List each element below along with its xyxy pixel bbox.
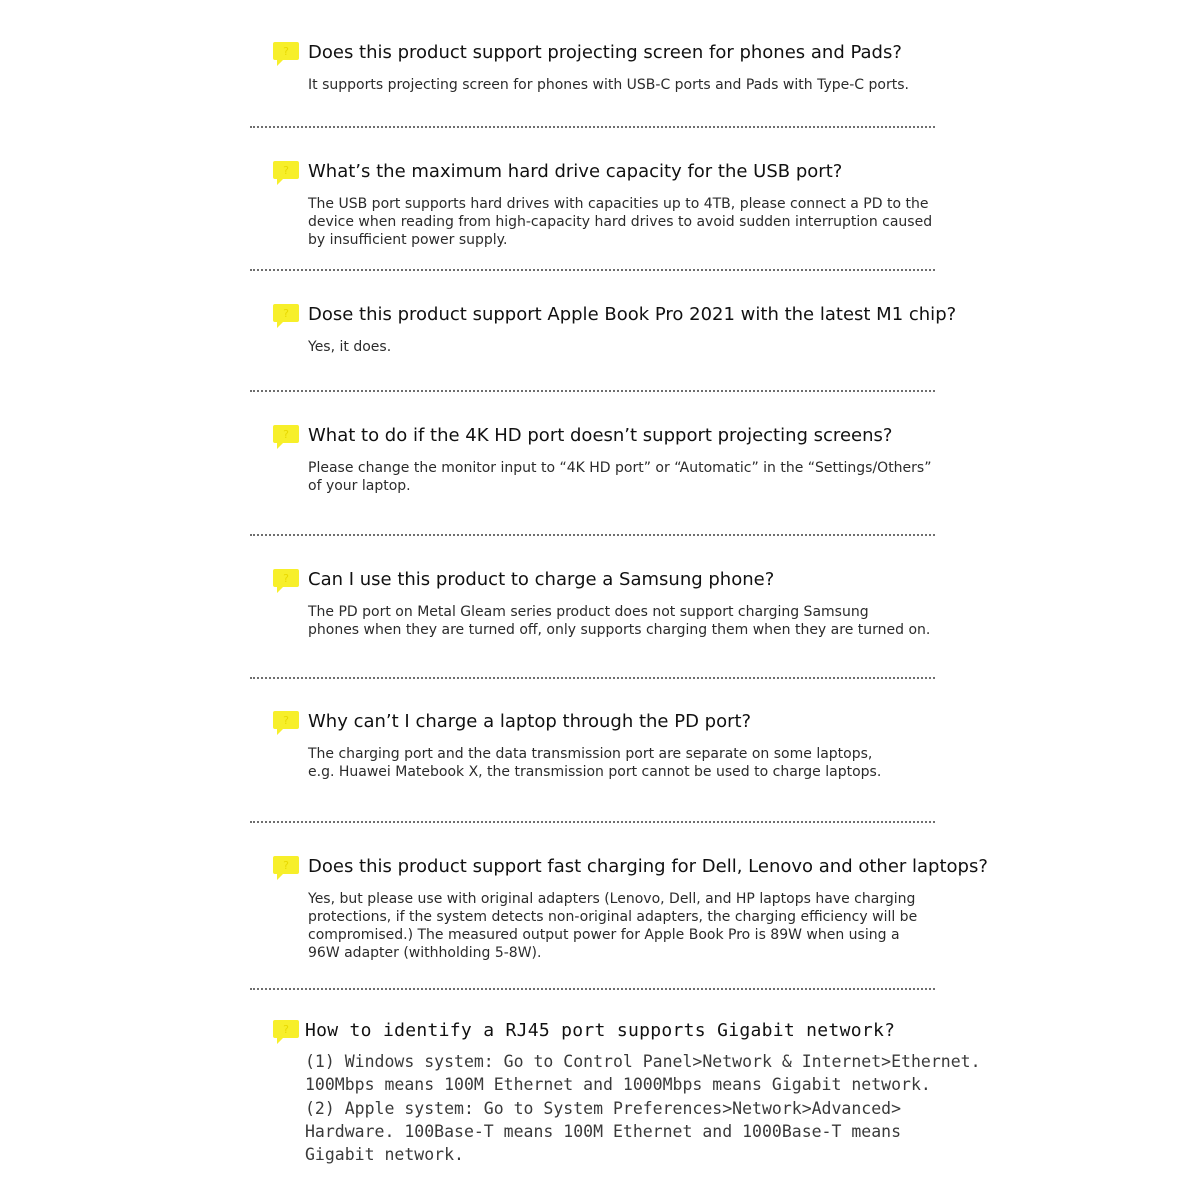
faq-answer-line: of your laptop. (308, 478, 411, 494)
question-bubble-icon (272, 302, 300, 330)
faq-answer (308, 745, 970, 781)
faq-question: What’s the maximum hard drive capacity for the USB port? (308, 161, 843, 182)
faq-item (270, 567, 970, 639)
faq-answer (308, 195, 970, 249)
dotted-divider (250, 821, 935, 823)
faq-answer (308, 603, 970, 639)
faq-answer-line: The charging port and the data transmission port are separate on some laptops, (308, 746, 873, 762)
question-bubble-icon (272, 567, 300, 595)
faq-item (270, 1018, 981, 1166)
faq-answer-line: protections, if the system detects non-original adapters, the charging efficiency will be (308, 909, 918, 925)
faq-answer-line: It supports projecting screen for phones with USB-C ports and Pads with Type-C ports. (308, 77, 909, 93)
svg-text:?: ? (283, 428, 289, 441)
dotted-divider (250, 988, 935, 990)
question-bubble-icon (272, 1018, 300, 1046)
faq-item (270, 302, 970, 356)
faq-answer-line: Hardware. 100Base-T means 100M Ethernet and 1000Base-T means (305, 1121, 902, 1141)
faq-question: What to do if the 4K HD port doesn’t support projecting screens? (308, 425, 893, 446)
faq-question: Dose this product support Apple Book Pro 2021 with the latest M1 chip? (308, 304, 957, 325)
faq-item (270, 709, 970, 781)
faq-answer-line: (2) Apple system: Go to System Preferences>Network>Advanced> (305, 1098, 902, 1118)
faq-question: Does this product support projecting screen for phones and Pads? (308, 42, 902, 63)
question-bubble-icon (272, 159, 300, 187)
faq-answer (308, 76, 970, 94)
dotted-divider (250, 534, 935, 536)
faq-answer-line: compromised.) The measured output power for Apple Book Pro is 89W when using a (308, 927, 900, 943)
question-bubble-icon (272, 709, 300, 737)
faq-item (270, 854, 988, 962)
faq-answer-line: Yes, but please use with original adapters (Lenovo, Dell, and HP laptops have charging (308, 891, 916, 907)
svg-text:?: ? (283, 714, 289, 727)
faq-answer-line: 96W adapter (withholding 5-8W). (308, 945, 542, 961)
faq-question: Can I use this product to charge a Samsung phone? (308, 569, 775, 590)
faq-answer-line: device when reading from high-capacity hard drives to avoid sudden interruption caused (308, 214, 933, 230)
faq-answer (308, 890, 970, 962)
svg-text:?: ? (283, 164, 289, 177)
faq-item (270, 159, 970, 249)
svg-text:?: ? (283, 859, 289, 872)
dotted-divider (250, 126, 935, 128)
svg-text:?: ? (283, 1023, 289, 1036)
faq-answer-line: 100Mbps means 100M Ethernet and 1000Mbps means Gigabit network. (305, 1075, 931, 1095)
faq-answer-line: Please change the monitor input to “4K HD port” or “Automatic” in the “Settings/Others” (308, 460, 932, 476)
faq-answer-line: phones when they are turned off, only supports charging them when they are turned on. (308, 622, 931, 638)
dotted-divider (250, 269, 935, 271)
faq-answer-line: The PD port on Metal Gleam series product does not support charging Samsung (308, 604, 869, 620)
faq-answer-line: Gigabit network. (305, 1145, 464, 1165)
dotted-divider (250, 677, 935, 679)
svg-text:?: ? (283, 572, 289, 585)
faq-answer-line: by insufficient power supply. (308, 232, 508, 248)
faq-answer (308, 459, 970, 495)
faq-item (270, 40, 970, 94)
faq-answer-line: e.g. Huawei Matebook X, the transmission port cannot be used to charge laptops. (308, 764, 882, 780)
faq-answer-line: (1) Windows system: Go to Control Panel>Network & Internet>Ethernet. (305, 1052, 981, 1071)
faq-question: Why can’t I charge a laptop through the PD port? (308, 711, 752, 732)
svg-text:?: ? (283, 307, 289, 320)
faq-answer (305, 1050, 981, 1166)
faq-item (270, 423, 970, 495)
question-bubble-icon (272, 423, 300, 451)
question-bubble-icon (272, 40, 300, 68)
faq-question: How to identify a RJ45 port supports Gigabit network? (305, 1020, 896, 1041)
faq-answer-line: The USB port supports hard drives with capacities up to 4TB, please connect a PD to the (308, 196, 929, 212)
question-bubble-icon (272, 854, 300, 882)
faq-answer (308, 338, 970, 356)
dotted-divider (250, 390, 935, 392)
svg-text:?: ? (283, 45, 289, 58)
faq-answer-line: Yes, it does. (308, 339, 392, 355)
faq-question: Does this product support fast charging for Dell, Lenovo and other laptops? (308, 856, 988, 877)
